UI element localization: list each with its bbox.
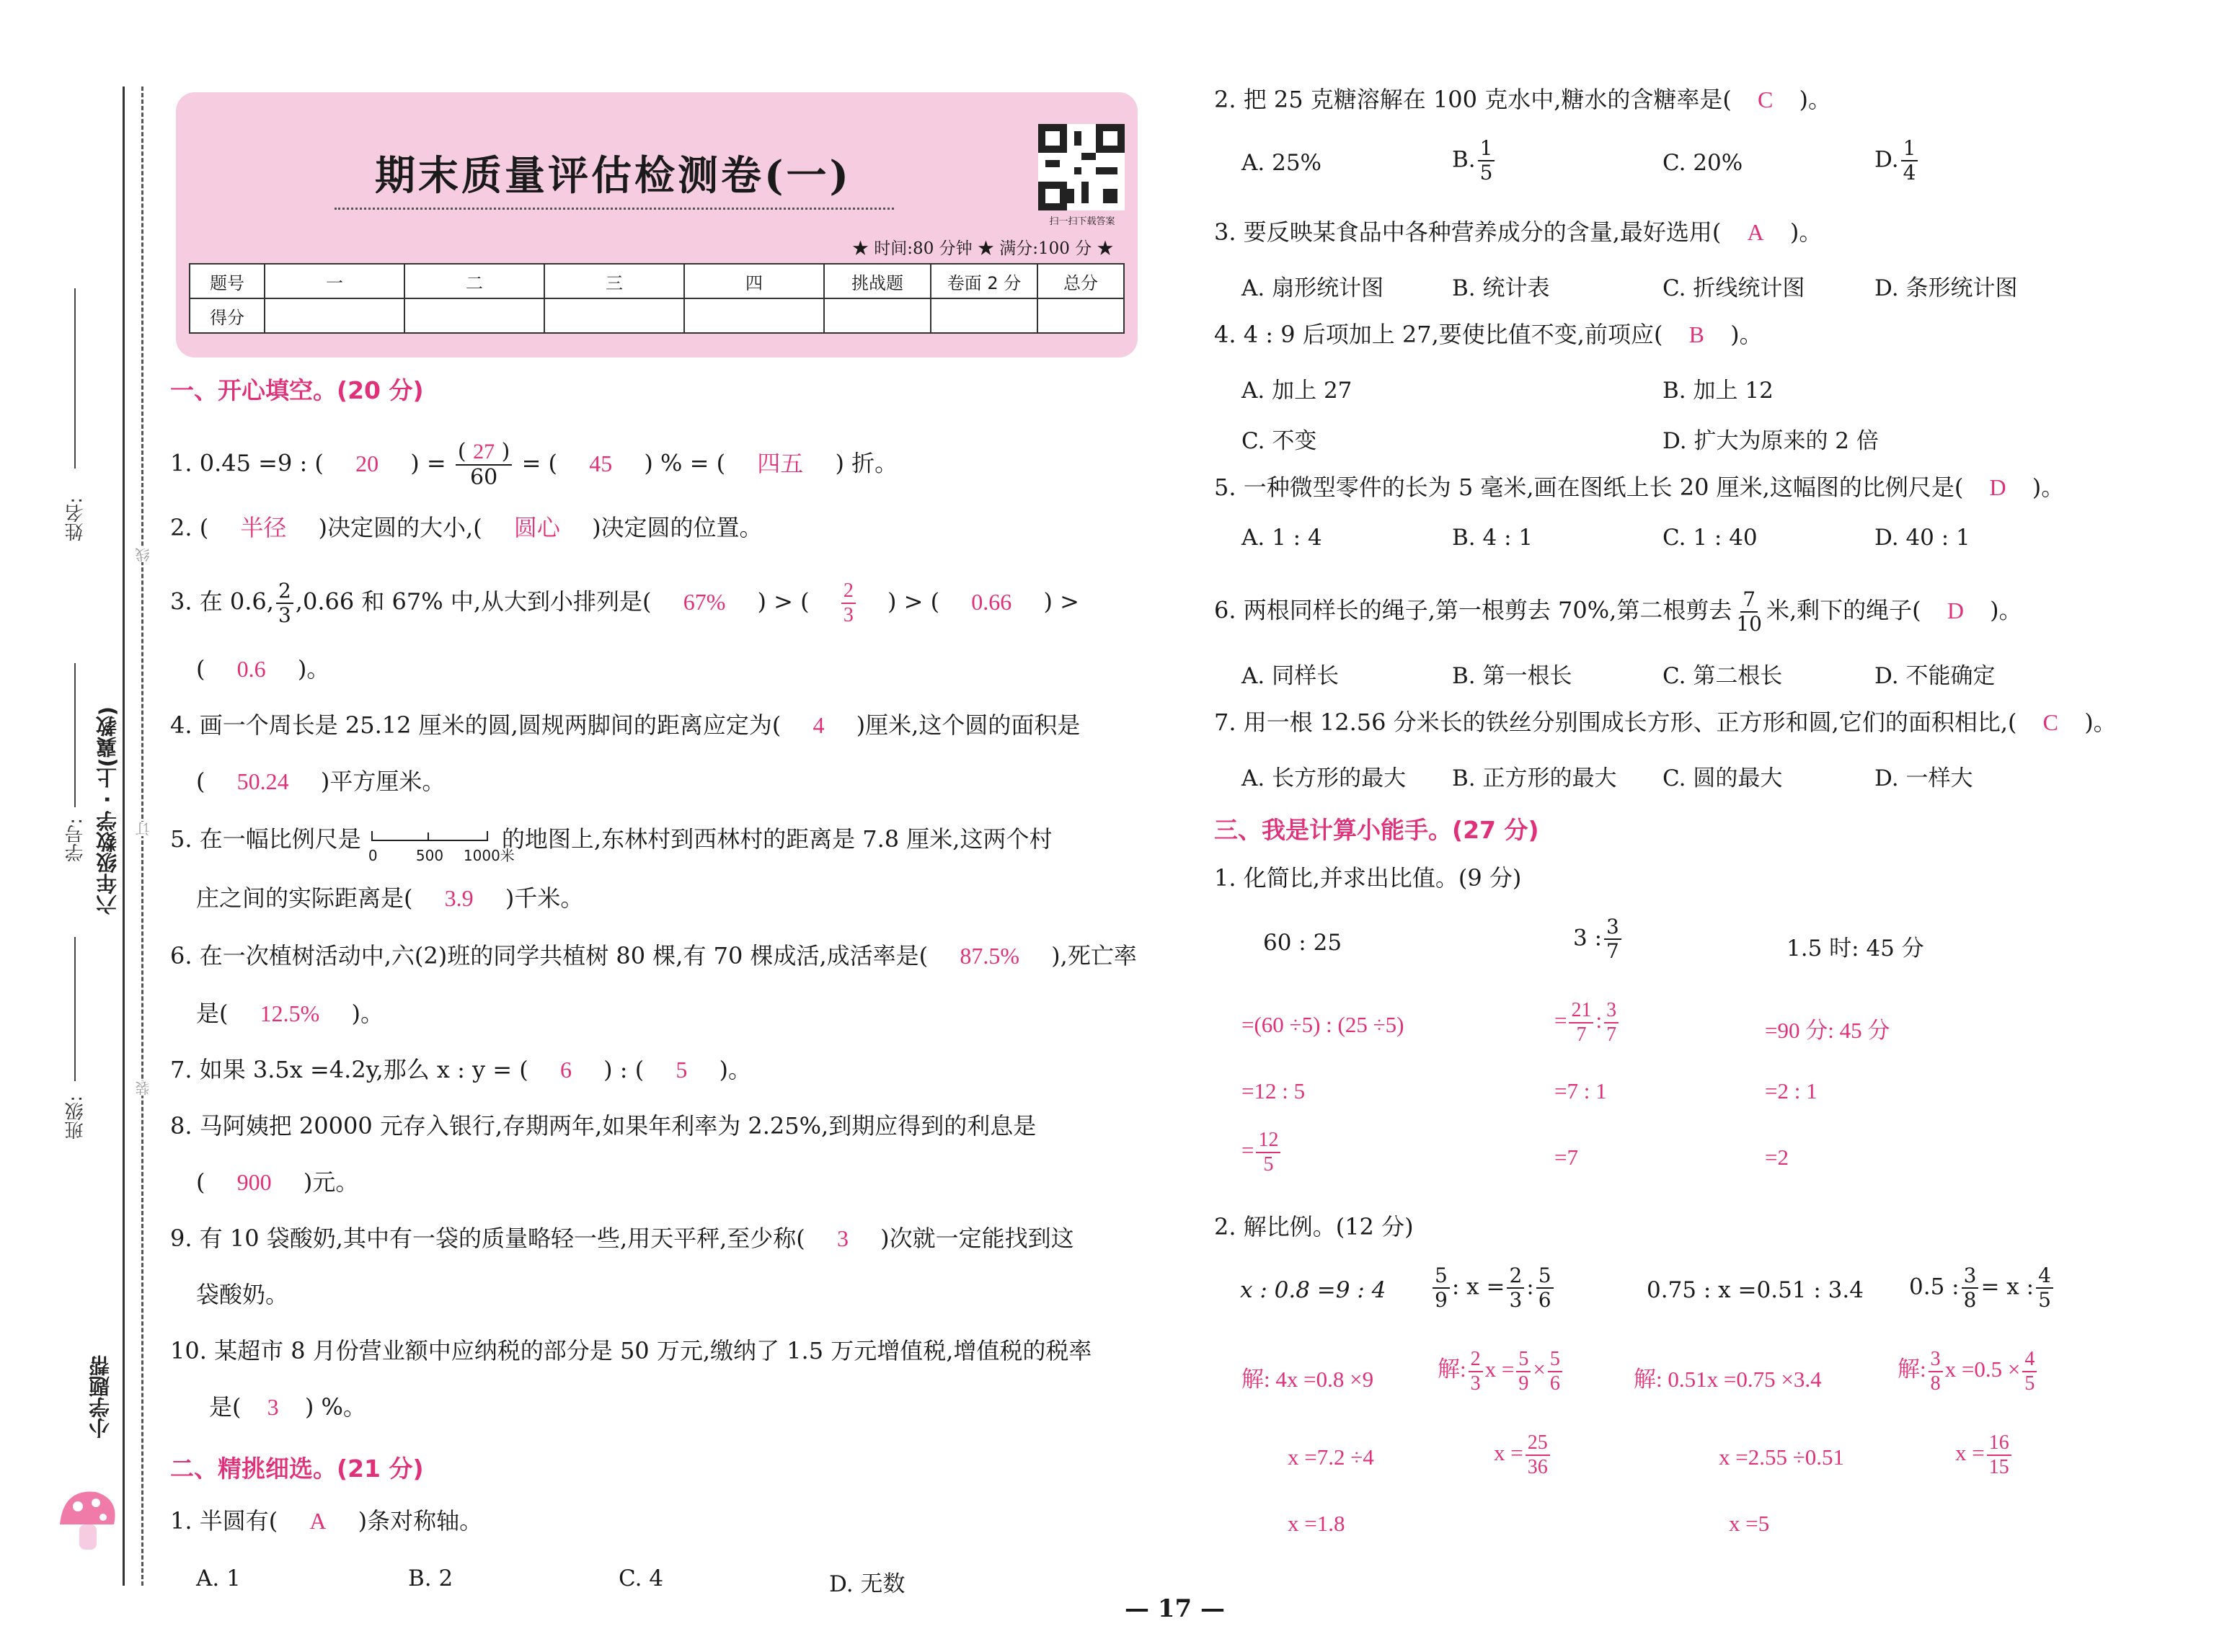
page-title: 期末质量评估检测卷(一) bbox=[375, 152, 851, 200]
answer: 900 bbox=[236, 1169, 272, 1195]
s3-c2-step3: =7 bbox=[1554, 1145, 1578, 1170]
fraction: $\frac{( 27 )}{60}$ bbox=[456, 441, 513, 489]
binding-line-dashed bbox=[141, 86, 143, 1586]
answer: 67% bbox=[683, 588, 726, 615]
score-input-cell[interactable] bbox=[404, 298, 544, 333]
s1-q5-cont: 庄之间的实际距离是( 3.9 )千米。 bbox=[196, 884, 584, 912]
s3-c1-step1: =(60 ÷5) : (25 ÷5) bbox=[1241, 1012, 1404, 1037]
fraction: $\frac{2}{3}$ bbox=[1507, 1266, 1524, 1310]
s3-c3-step2: =2 : 1 bbox=[1765, 1078, 1818, 1103]
answer: D bbox=[1947, 597, 1964, 623]
s1-q1: 1. 0.45 =9 : ( 20 ) = $\frac{( 27 )}{60}$ = ( 45 ) % = ( 四五 ) 折。 bbox=[170, 439, 898, 490]
s1-q6: 6. 在一次植树活动中,六(2)班的同学共植树 80 棵,有 70 棵成活,成活率是( 87.5% ),死亡率 bbox=[170, 942, 1137, 969]
option: D. 无数 bbox=[829, 1571, 906, 1597]
option: D. 扩大为原来的 2 倍 bbox=[1662, 428, 1879, 454]
s1-q10: 10. 某超市 8 月份营业额中应纳税的部分是 50 万元,缴纳了 1.5 万元增值税,增值税的税率 bbox=[170, 1337, 1092, 1364]
s1-q3-cont: ( 0.6 )。 bbox=[196, 655, 330, 683]
fraction: $\frac{3}{7}$ bbox=[1604, 1000, 1619, 1045]
answer: 圆心 bbox=[513, 515, 560, 541]
fraction: $\frac{25}{36}$ bbox=[1526, 1433, 1550, 1478]
fraction-answer: $\frac{2}{3}$ bbox=[841, 581, 856, 626]
s3-e4-step2: x = $\frac{16}{15}$ bbox=[1955, 1433, 2014, 1478]
answer: B bbox=[1688, 321, 1704, 347]
s1-q5: 5. 在一幅比例尺是 0 500 1000米 的地图上,东林村到西林村的距离是 7.8 厘米,这两个村 bbox=[170, 825, 1053, 864]
fraction: $\frac{12}{5}$ bbox=[1256, 1130, 1280, 1175]
fraction: $\frac{7}{10}$ bbox=[1736, 587, 1762, 636]
s2-q2: 2. 把 25 克糖溶解在 100 克水中,糖水的含糖率是( C )。 bbox=[1214, 86, 1832, 113]
option: C. 20% bbox=[1662, 150, 1743, 176]
fraction: $\frac{1}{4}$ bbox=[1901, 138, 1918, 183]
score-input-cell[interactable] bbox=[544, 298, 684, 333]
s3-e4-question: 0.5 : $\frac{3}{8}$ = x : $\frac{4}{5}$ bbox=[1909, 1266, 2055, 1310]
option: D. 一样大 bbox=[1874, 765, 1973, 791]
s2-q3: 3. 要反映某食品中各种营养成分的含量,最好选用( A )。 bbox=[1214, 218, 1823, 246]
answer: 5 bbox=[676, 1057, 688, 1083]
s1-q4-cont: ( 50.24 )平方厘米。 bbox=[196, 768, 446, 795]
exam-meta: ★ 时间:80 分钟 ★ 满分:100 分 ★ bbox=[852, 239, 1114, 258]
s3-e3-step1: 解: 0.51x =0.75 ×3.4 bbox=[1634, 1367, 1822, 1392]
score-input-cell[interactable] bbox=[265, 298, 404, 333]
s3-e1-step3: x =1.8 bbox=[1288, 1511, 1345, 1536]
s2-q5: 5. 一种微型零件的长为 5 毫米,画在图纸上长 20 厘米,这幅图的比例尺是( D )。 bbox=[1214, 474, 2065, 501]
name-underline bbox=[74, 288, 76, 468]
id-underline bbox=[74, 663, 76, 807]
fraction: $\frac{21}{7}$ bbox=[1569, 1000, 1593, 1045]
s3-e3-step3: x =5 bbox=[1729, 1511, 1770, 1536]
s3-e1-question: x : 0.8 =9 : 4 bbox=[1240, 1277, 1386, 1303]
s3-e3-question: 0.75 : x =0.51 : 3.4 bbox=[1647, 1277, 1864, 1303]
option: B. 正方形的最大 bbox=[1452, 765, 1617, 791]
mushroom-icon bbox=[56, 1485, 121, 1560]
s2-q1: 1. 半圆有( A )条对称轴。 bbox=[170, 1507, 483, 1535]
option: C. 4 bbox=[619, 1566, 664, 1591]
s3-e2-step1: 解: $\frac{2}{3}$ x = $\frac{5}{9}$ × $\frac{5}{6}$ bbox=[1438, 1349, 1564, 1394]
s1-q2: 2. ( 半径 )决定圆的大小,( 圆心 )决定圆的位置。 bbox=[170, 514, 763, 541]
s3-c2-step2: =7 : 1 bbox=[1554, 1078, 1607, 1103]
class-underline bbox=[74, 937, 76, 1081]
option: A. 25% bbox=[1241, 150, 1321, 176]
answer: 6 bbox=[559, 1057, 572, 1083]
s1-q9: 9. 有 10 袋酸奶,其中有一袋的质量略轻一些,用天平秤,至少称( 3 )次就一定能找到这 bbox=[170, 1225, 1074, 1252]
option: A. 扇形统计图 bbox=[1241, 275, 1384, 301]
option: A. 加上 27 bbox=[1241, 378, 1352, 404]
fraction: $\frac{2}{3}$ bbox=[1469, 1349, 1483, 1394]
s1-q8: 8. 马阿姨把 20000 元存入银行,存期两年,如果年利率为 2.25%,到期应得到的利息是 bbox=[170, 1112, 1037, 1140]
id-label: 学号: bbox=[65, 818, 87, 862]
s1-q4: 4. 画一个周长是 25.12 厘米的圆,圆规两脚间的距离应定为( 4 )厘米,这个圆的面积是 bbox=[170, 711, 1081, 739]
option: D. 不能确定 bbox=[1874, 663, 1996, 689]
option: A. 1 bbox=[196, 1566, 241, 1591]
fraction: $\frac{16}{15}$ bbox=[1987, 1433, 2011, 1478]
binding-ding: 订 bbox=[133, 822, 154, 836]
fraction: $\frac{4}{5}$ bbox=[2022, 1349, 2037, 1394]
fraction: $\frac{5}{6}$ bbox=[1536, 1266, 1554, 1310]
score-header-cell: 挑战题 bbox=[824, 264, 931, 298]
fraction: $\frac{5}{9}$ bbox=[1516, 1349, 1531, 1394]
option: B. 加上 12 bbox=[1662, 378, 1774, 404]
s3-e1-step1: 解: 4x =0.8 ×9 bbox=[1241, 1367, 1374, 1392]
scale-bar: 0 500 1000米 bbox=[368, 827, 487, 856]
s3-c1-question: 60 : 25 bbox=[1263, 930, 1342, 956]
grade-label: 六年级数学 · 上(冀教) bbox=[95, 706, 120, 915]
score-row-label: 得分 bbox=[190, 298, 265, 333]
title-dotted-rule bbox=[335, 208, 894, 210]
option: A. 长方形的最大 bbox=[1241, 765, 1407, 791]
binding-xian: 线 bbox=[133, 548, 154, 562]
score-header-cell: 二 bbox=[404, 264, 544, 298]
fraction: $\frac{5}{9}$ bbox=[1433, 1266, 1450, 1310]
s1-q8-cont: ( 900 )元。 bbox=[196, 1168, 359, 1196]
score-input-cell[interactable] bbox=[824, 298, 931, 333]
s3-c2-question: 3 : $\frac{3}{7}$ bbox=[1573, 917, 1624, 962]
s3-p1-title: 1. 化简比,并求出比值。(9 分) bbox=[1214, 864, 1522, 892]
score-header-cell: 卷面 2 分 bbox=[931, 264, 1037, 298]
s3-c3-step3: =2 bbox=[1765, 1145, 1789, 1170]
brand-label: 小学题帮 bbox=[88, 1355, 112, 1439]
section2-heading: 二、精挑细选。(21 分) bbox=[170, 1455, 424, 1483]
score-input-cell[interactable] bbox=[931, 298, 1037, 333]
s2-q6: 6. 两根同样长的绳子,第一根剪去 70%,第二根剪去 $\frac{7}{10}$ 米,剩下的绳子( D )。 bbox=[1214, 587, 2022, 636]
answer: 四五 bbox=[757, 450, 804, 476]
fraction: $\frac{2}{3}$ bbox=[276, 581, 293, 626]
s1-q3: 3. 在 0.6, $\frac{2}{3}$ ,0.66 和 67% 中,从大到小排列是( 67% ) > ( $\frac{2}{3}$ ) > ( 0.66 ) > bbox=[170, 579, 1079, 627]
answer: 3.9 bbox=[444, 885, 474, 911]
option: C. 第二根长 bbox=[1662, 663, 1783, 689]
option: B. 第一根长 bbox=[1452, 663, 1572, 689]
option: B. 统计表 bbox=[1452, 275, 1550, 301]
option: C. 折线统计图 bbox=[1662, 275, 1805, 301]
s3-p2-title: 2. 解比例。(12 分) bbox=[1214, 1213, 1414, 1240]
answer: C bbox=[1758, 86, 1774, 112]
section3-heading: 三、我是计算小能手。(27 分) bbox=[1214, 816, 1539, 844]
option: B. 4 : 1 bbox=[1452, 525, 1533, 551]
s2-q4: 4. 4 : 9 后项加上 27,要使比值不变,前项应( B )。 bbox=[1214, 321, 1763, 348]
answer: A bbox=[1747, 219, 1764, 245]
answer: 3 bbox=[836, 1225, 849, 1251]
score-header-cell: 题号 bbox=[190, 264, 265, 298]
answer: 半径 bbox=[240, 515, 287, 541]
qr-code-icon bbox=[1038, 124, 1125, 213]
option: D. 条形统计图 bbox=[1874, 275, 2018, 301]
fraction: $\frac{3}{8}$ bbox=[1929, 1349, 1943, 1394]
option: A. 1 : 4 bbox=[1241, 525, 1322, 551]
answer: 3 bbox=[267, 1394, 279, 1420]
fraction: $\frac{3}{8}$ bbox=[1962, 1266, 1979, 1310]
fraction: $\frac{1}{5}$ bbox=[1478, 138, 1495, 183]
s3-c3-question: 1.5 时: 45 分 bbox=[1787, 936, 1924, 962]
s1-q9-cont: 袋酸奶。 bbox=[196, 1281, 289, 1308]
fraction: $\frac{5}{6}$ bbox=[1548, 1349, 1562, 1394]
answer: C bbox=[2042, 709, 2059, 735]
s1-q6-cont: 是( 12.5% )。 bbox=[196, 1000, 384, 1027]
s2-q7: 7. 用一根 12.56 分米长的铁丝分别围成长方形、正方形和圆,它们的面积相比,( C )。 bbox=[1214, 709, 2117, 736]
score-header-cell: 一 bbox=[265, 264, 404, 298]
score-header-cell: 总分 bbox=[1037, 264, 1124, 298]
qr-caption: 扫一扫下载答案 bbox=[1049, 216, 1115, 227]
fraction: $\frac{3}{7}$ bbox=[1604, 917, 1621, 962]
s3-c2-step1: = $\frac{21}{7}$ : $\frac{3}{7}$ bbox=[1554, 1000, 1621, 1045]
s3-c1-step3: = $\frac{12}{5}$ bbox=[1241, 1130, 1283, 1175]
answer: 87.5% bbox=[960, 943, 1019, 969]
answer: A bbox=[309, 1508, 327, 1534]
binding-zhuang: 装 bbox=[133, 1081, 154, 1096]
s3-e2-question: $\frac{5}{9}$ : x = $\frac{2}{3}$ : $\frac{5}{6}$ bbox=[1430, 1266, 1556, 1310]
section1-heading: 一、开心填空。(20 分) bbox=[170, 376, 424, 404]
answer: 0.6 bbox=[236, 656, 266, 682]
answer: 50.24 bbox=[236, 768, 289, 794]
answer: D bbox=[1989, 474, 2006, 500]
s1-q7: 7. 如果 3.5x =4.2y,那么 x : y = ( 6 ) : ( 5 )。 bbox=[170, 1056, 752, 1083]
score-input-cell[interactable] bbox=[684, 298, 824, 333]
s3-c1-step2: =12 : 5 bbox=[1241, 1078, 1306, 1103]
name-label: 姓名: bbox=[65, 497, 87, 541]
option: C. 不变 bbox=[1241, 428, 1317, 454]
answer: 20 bbox=[355, 450, 379, 476]
score-header-cell: 四 bbox=[684, 264, 824, 298]
option: C. 1 : 40 bbox=[1662, 525, 1758, 551]
score-table bbox=[189, 263, 1125, 334]
binding-line-solid bbox=[123, 86, 125, 1586]
option: C. 圆的最大 bbox=[1662, 765, 1783, 791]
s3-e2-step2: x = $\frac{25}{36}$ bbox=[1494, 1433, 1552, 1478]
answer: 0.66 bbox=[971, 588, 1012, 615]
s3-c3-step1: =90 分: 45 分 bbox=[1765, 1018, 1890, 1043]
option: A. 同样长 bbox=[1241, 663, 1340, 689]
fraction: $\frac{4}{5}$ bbox=[2036, 1266, 2053, 1310]
class-label: 班级: bbox=[65, 1096, 87, 1140]
s3-e4-step1: 解: $\frac{3}{8}$ x =0.5 × $\frac{4}{5}$ bbox=[1898, 1349, 2039, 1394]
page-number: — 17 — bbox=[1125, 1594, 1225, 1623]
answer: 12.5% bbox=[260, 1000, 320, 1026]
answer: 4 bbox=[813, 712, 825, 738]
s1-q10-cont: 是( 3 ) %。 bbox=[209, 1393, 366, 1421]
option: B. $\frac{1}{5}$ bbox=[1452, 138, 1497, 183]
score-header-cell: 三 bbox=[544, 264, 684, 298]
score-input-cell[interactable] bbox=[1037, 298, 1124, 333]
option: D. $\frac{1}{4}$ bbox=[1874, 138, 1920, 183]
option: B. 2 bbox=[408, 1566, 453, 1591]
s3-e1-step2: x =7.2 ÷4 bbox=[1288, 1444, 1374, 1470]
option: D. 40 : 1 bbox=[1874, 525, 1970, 551]
s3-e3-step2: x =2.55 ÷0.51 bbox=[1719, 1444, 1844, 1470]
answer: 45 bbox=[589, 450, 613, 476]
